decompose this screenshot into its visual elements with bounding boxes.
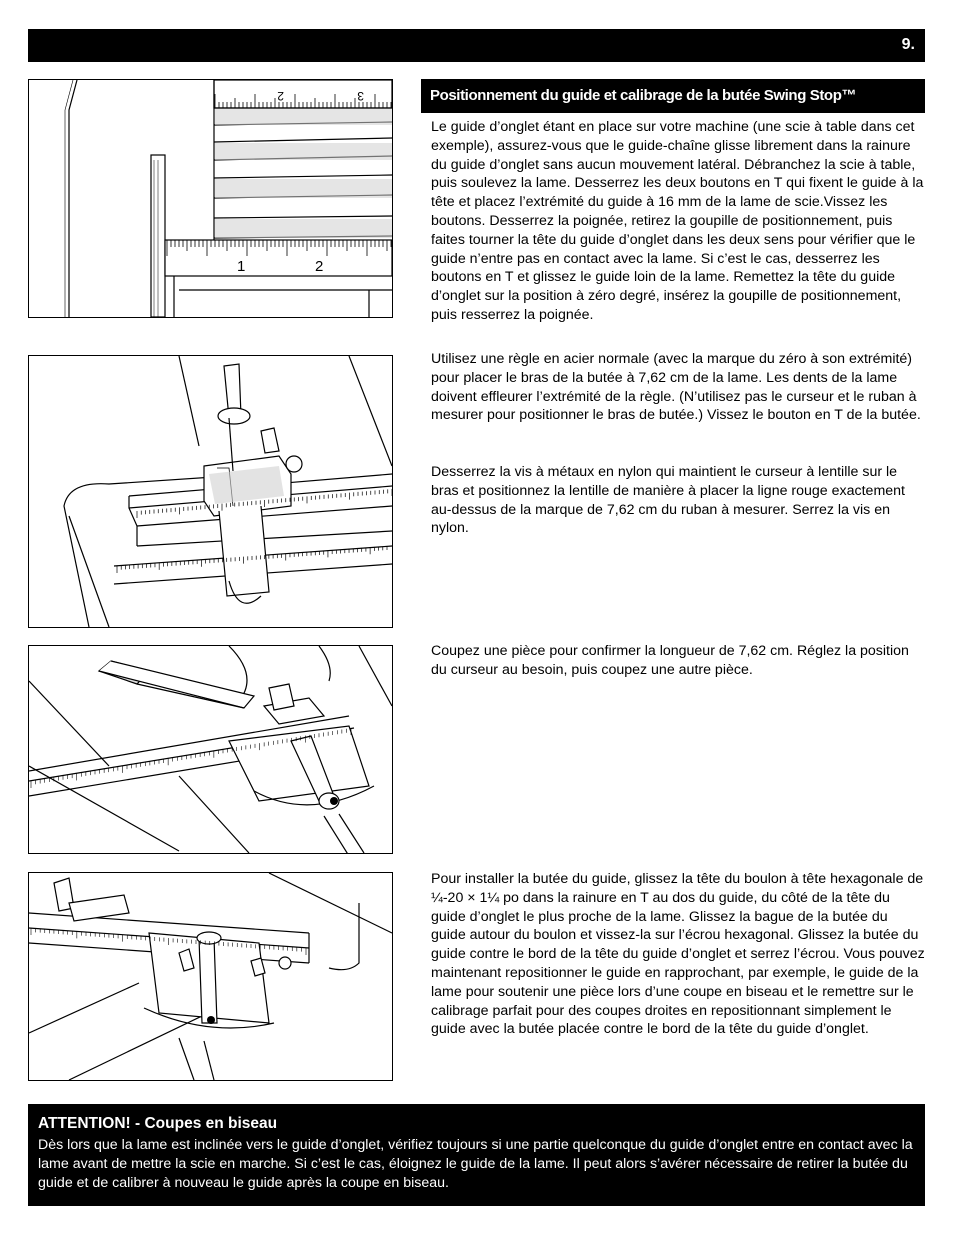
bottom-ruler-label-2: 2 [315, 258, 324, 275]
figure-guide-ruler [28, 79, 393, 318]
figure-fence-stop-drawing [29, 873, 392, 1080]
figure-test-cut-drawing [29, 646, 392, 853]
figure-test-cut [28, 645, 393, 854]
section-title-bar [421, 79, 925, 113]
page-number: 9. [901, 36, 915, 53]
warning-text: Dès lors que la lame est inclinée vers le guide d’onglet, vérifiez toujours si une partie quelconque du guide d’onglet entre en contact avec la lame avant de mettre la scie en marche. Si c’est le cas, éloignez le guide de la lame. Il peut alors s’avérer nécessaire de retirer la butée du guide et de calibrer à nouveau le guide après la coupe en biseau. [38, 1137, 913, 1191]
paragraph-guide-positioning: Le guide d’onglet étant en place sur votre machine (une scie à table dans cet exemple), assurez-vous que le guide-chaîne glisse librement dans la rainure du guide d’onglet sans aucun mouvement latéral. Débranchez la scie à table, puis soulevez la lame. Desserrez les deux boutons en T qui fixent le guide à la tête et placez l’extrémité du guide à 16 mm de la lame de scie.Vissez les boutons. Desserrez la poignée, retirez la goupille de positionnement, puis faites tourner la tête du guide d’onglet dans les deux sens pour vérifier que le guide n’entre pas en contact avec la lame. Si c’est le cas, desserrez les boutons en T et glissez le guide loin de la lame. Remettez la tête du guide d’onglet sur la position à zéro degré, insérez la goupille de positionnement, puis resserrez la poignée. [431, 119, 924, 323]
figure-guide-ruler-drawing [29, 80, 392, 317]
page-header-bar [28, 29, 925, 62]
bottom-ruler-label-1: 1 [237, 258, 246, 275]
warning-title: ATTENTION! - Coupes en biseau [38, 1115, 278, 1132]
paragraph-ruler-setup: Utilisez une règle en acier normale (avec la marque du zéro à son extrémité) pour placer le bras de la butée à 7,62 cm de la lame. Les dents de la lame doivent effleurer l’extrémité de la règle. (N’utilisez pas le curseur et le ruban à mesurer pour positionner le bras de butée.) Vissez le bouton en T de la butée. [431, 351, 921, 424]
section-title: Positionnement du guide et calibrage de la butée Swing Stop™ [430, 87, 857, 104]
paragraph-test-cut: Coupez une pièce pour confirmer la longueur de 7,62 cm. Réglez la position du curseur au besoin, puis coupez une autre pièce. [431, 643, 909, 678]
top-ruler-label-3: 3 [357, 89, 364, 103]
figure-stop-arm-drawing [29, 356, 392, 627]
figure-fence-stop [28, 872, 393, 1081]
top-ruler-label-2: 2 [277, 89, 284, 103]
warning-box [28, 1104, 925, 1206]
figure-stop-arm [28, 355, 393, 628]
paragraph-fence-stop: Pour installer la butée du guide, glissez la tête du boulon à tête hexagonale de ¼-20 × 1¼ po dans la rainure en T au dos du guide, du côté de la tête du guide d’onglet le plus proche de la lame. Glissez la bague de la butée du guide autour du boulon et vissez-la sur l’écrou hexagonal. Glissez la butée du guide contre le bord de la tête du guide d’onglet et serrez l’écrou. Vous pouvez maintenant repositionner le guide en rapprochant, par exemple, le guide de la lame pour soutenir une pièce lors d’une coupe en biseau et le remettre sur le calibrage parfait pour des coupes droites en repositionnant simplement le guide avec la butée placée contre le bord de la tête du guide d’onglet. [431, 871, 925, 1038]
paragraph-lens-cursor: Desserrez la vis à métaux en nylon qui maintient le curseur à lentille sur le bras et positionnez la lentille de manière à placer la ligne rouge exactement au-dessus de la marque de 7,62 cm du ruban à mesurer. Serrez la vis en nylon. [431, 464, 905, 537]
